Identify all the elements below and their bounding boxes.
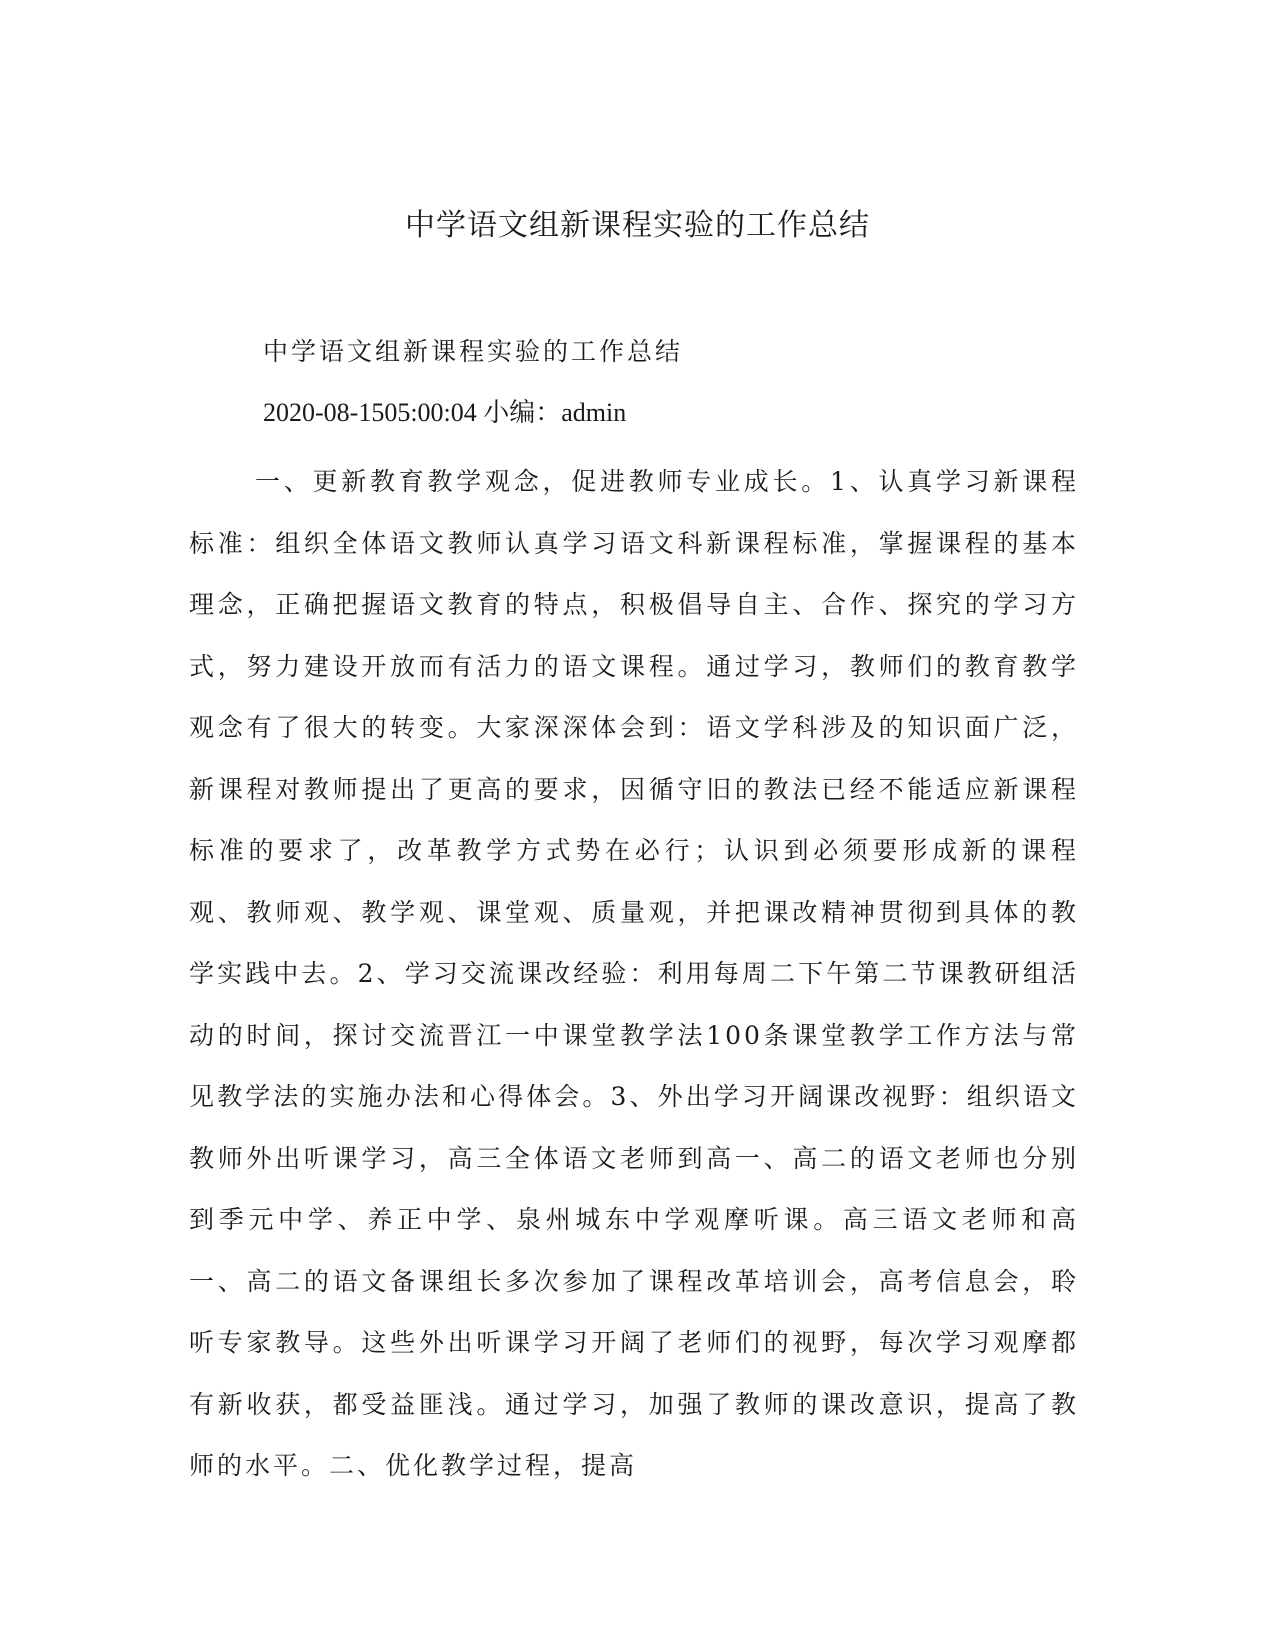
publish-meta: 2020-08-1505:00:04 小编：admin <box>263 398 627 427</box>
document-title: 中学语文组新课程实验的工作总结 <box>405 208 870 243</box>
document-subtitle: 中学语文组新课程实验的工作总结 <box>263 337 684 366</box>
body-paragraph: 一、更新教育教学观念，促进教师专业成长。1、认真学习新课程标准：组织全体语文教师认真学习语文科新课程标准，掌握课程的基本理念，正确把握语文教育的特点，积极倡导自主、合作、探究的学习方式，努力建设开放而有活力的语文课程。通过学习，教师们的教育教学观念有了很大的转变。大家深深体会到：语文学科涉及的知识面广泛，新课程对教师提出了更高的要求，因循守旧的教法已经不能适应新课程标准的要求了，改革教学方式势在必行；认识到必须要形成新的课程观、教师观、教学观、课堂观、质量观，并把课改精神贯彻到具体的教学实践中去。2、学习交流课改经验：利用每周二下午第二节课教研组活动的时间，探讨交流晋江一中课堂教学法100条课堂教学工作方法与常见教学法的实施办法和心得体会。3、外出学习开阔课改视野：组织语文教师外出听课学习，高三全体语文老师到高一、高二的语文老师也分别到季元中学、养正中学、泉州城东中学观摩听课。高三语文老师和高一、高二的语文备课组长多次参加了课程改革培训会，高考信息会，聆听专家教导。这些外出听课学习开阔了老师们的视野，每次学习观摩都有新收获，都受益匪浅。通过学习，加强了教师的课改意识，提高了教师的水平。二、优化教学过程，提高 <box>189 467 1079 1480</box>
